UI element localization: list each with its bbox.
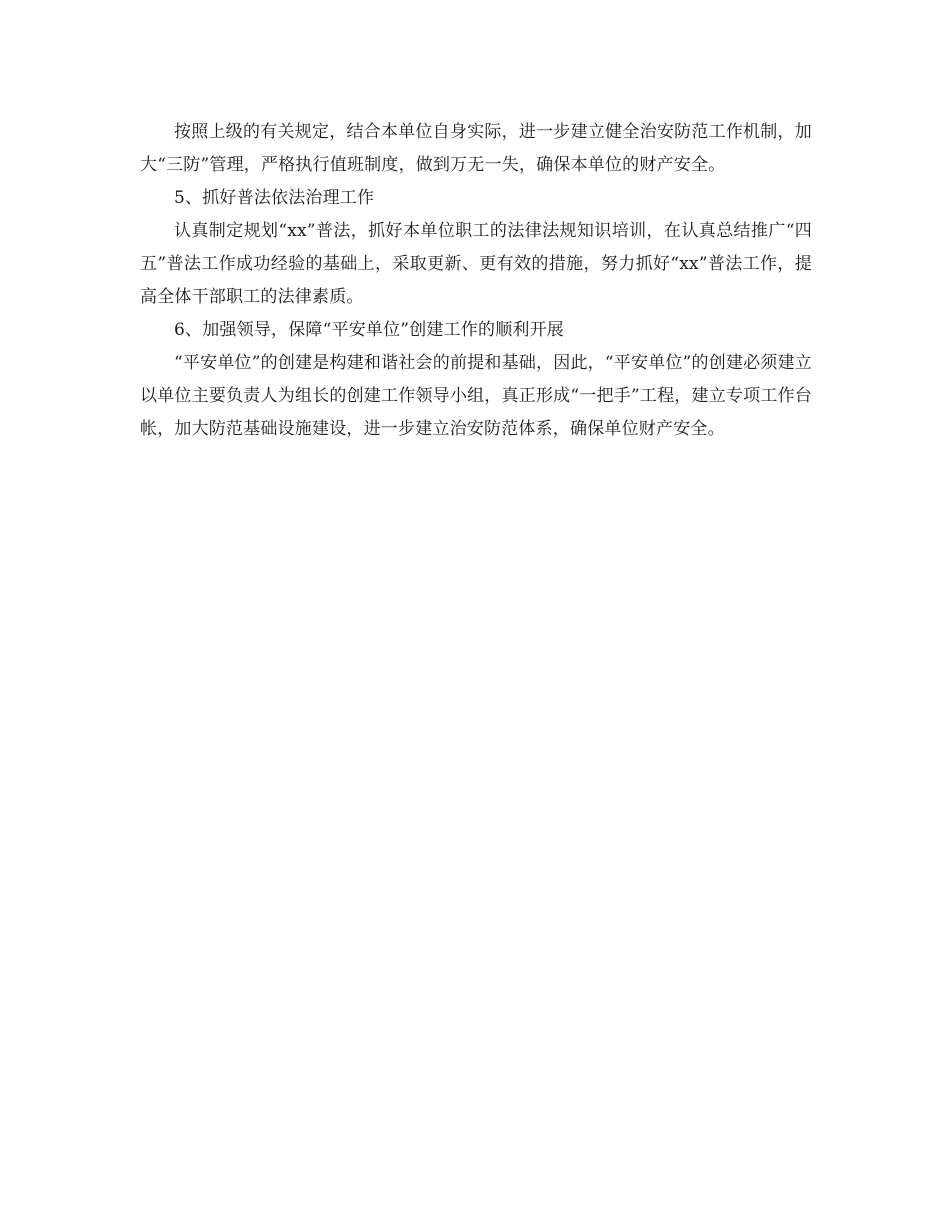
section-heading-5: 5、抓好普法依法治理工作: [174, 188, 375, 208]
section-heading-6: 6、加强领导，保障“平安单位”创建工作的顺利开展: [174, 320, 564, 340]
paragraph-security-mechanism: 按照上级的有关规定，结合本单位自身实际，进一步建立健全治安防范工作机制，加大“三防”管理，严格执行值班制度，做到万无一失，确保本单位的财产安全。: [140, 122, 812, 175]
paragraph-legal-education: 认真制定规划“xx”普法，抓好本单位职工的法律法规知识培训，在认真总结推广“四五”普法工作成功经验的基础上，采取更新、更有效的措施，努力抓好“xx”普法工作，提高全体干部职工的法律素质。: [140, 221, 812, 307]
paragraph-safe-unit-creation: “平安单位”的创建是构建和谐社会的前提和基础，因此，“平安单位”的创建必须建立以单位主要负责人为组长的创建工作领导小组，真正形成“一把手”工程，建立专项工作台帐，加大防范基础设施建设，进一步建立治安防范体系，确保单位财产安全。: [140, 353, 812, 439]
document-body: [140, 116, 812, 446]
